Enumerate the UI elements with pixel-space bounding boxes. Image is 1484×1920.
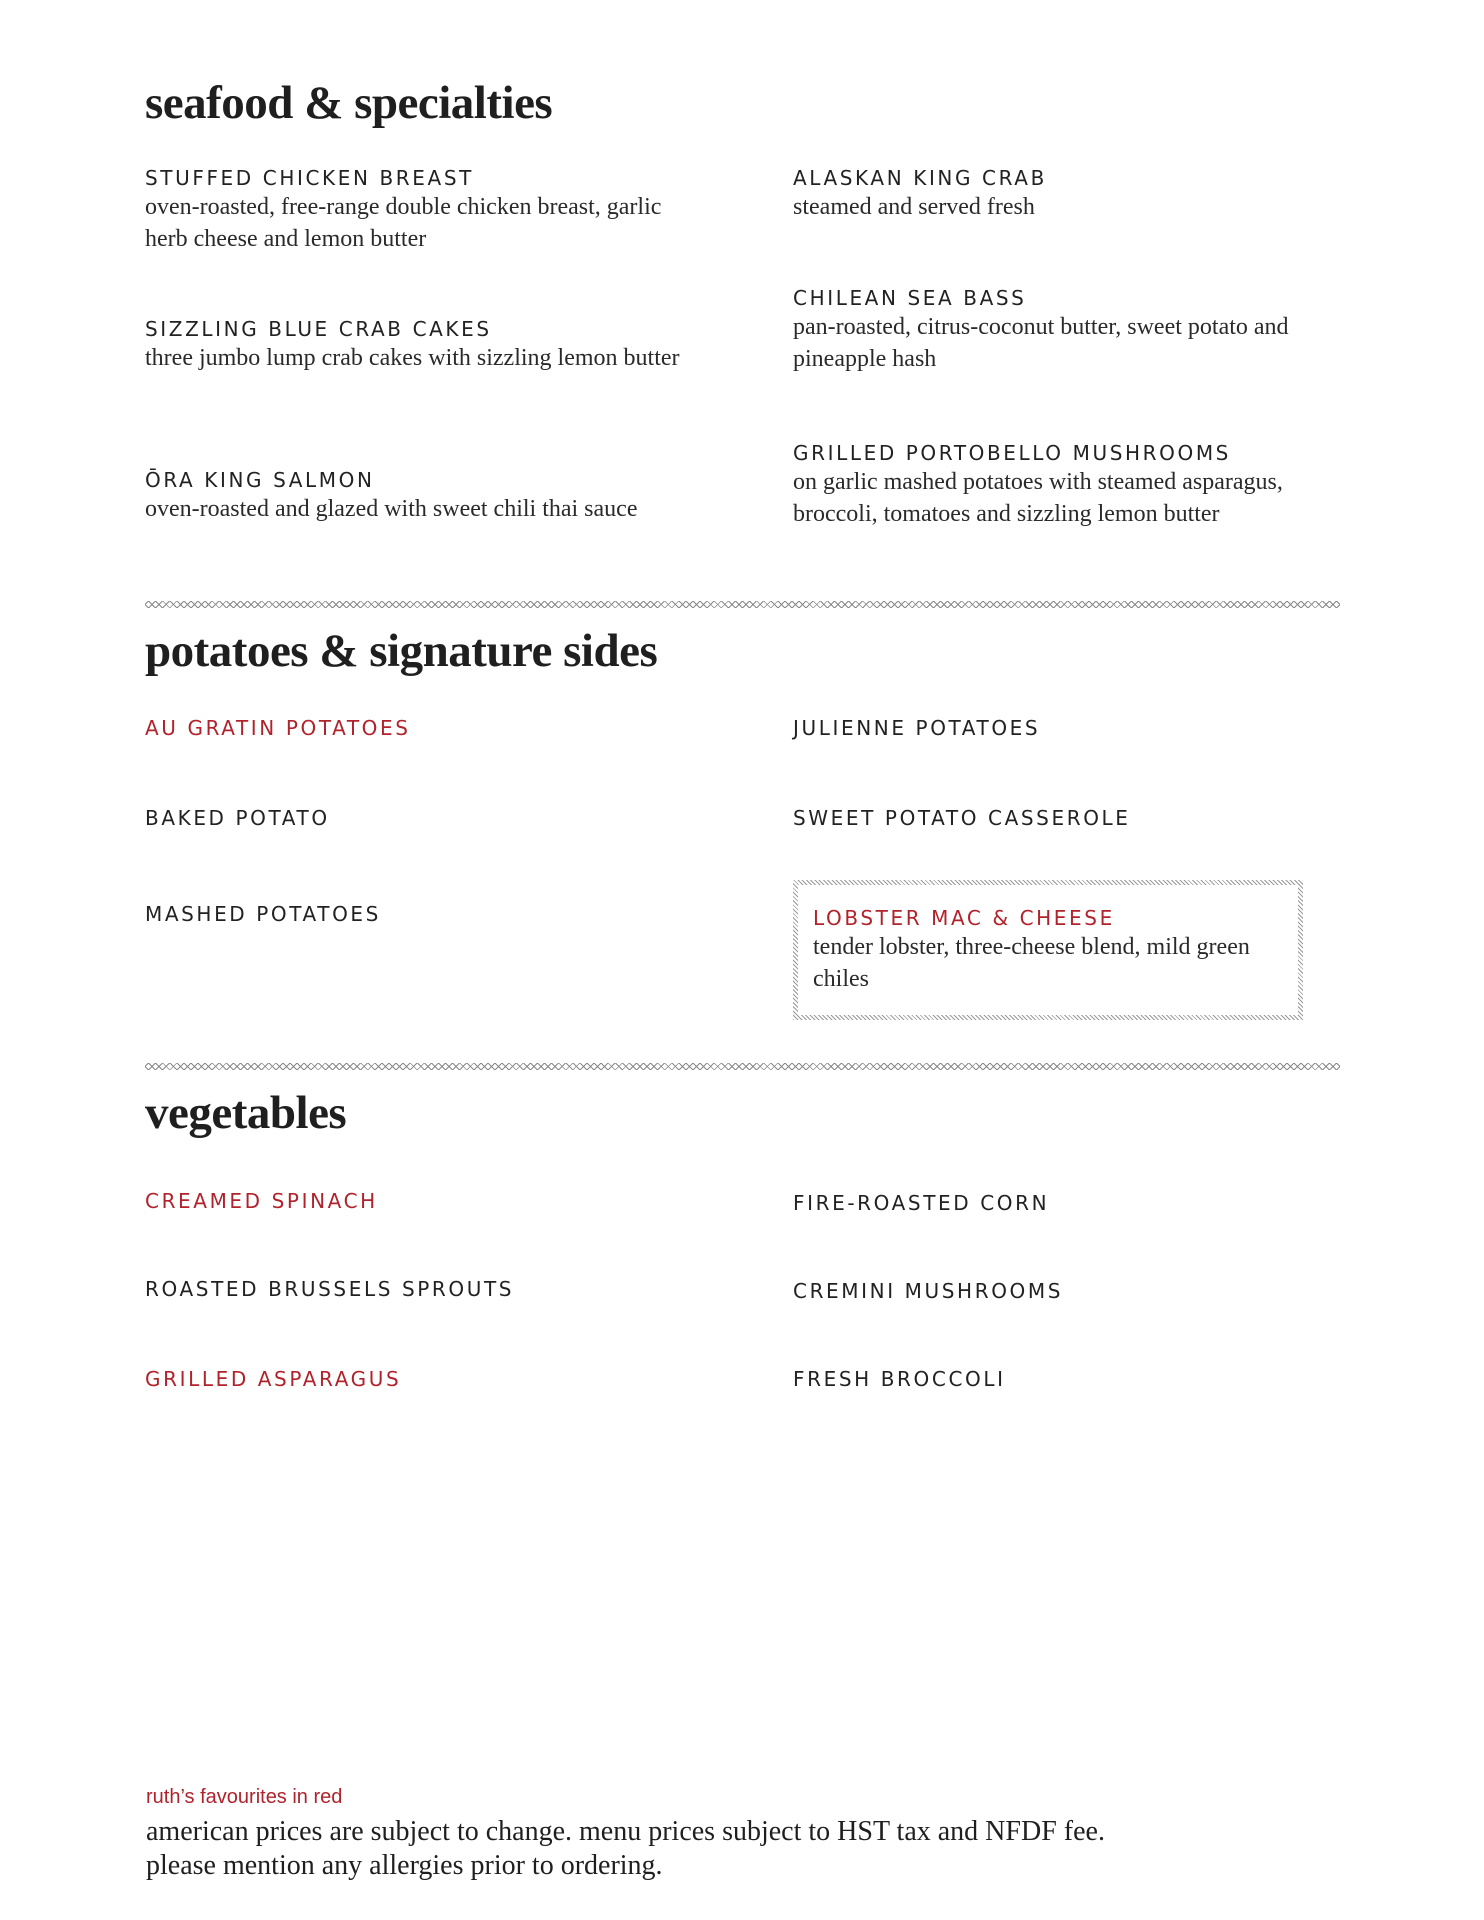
menu-item-au-gratin-potatoes [145, 715, 705, 741]
featured-item-box [793, 880, 1303, 1020]
disclaimer-line: please mention any allergies prior to ordering. [146, 1850, 663, 1881]
menu-item-stuffed-chicken-breast [145, 165, 705, 255]
menu-item-lobster-mac-and-cheese [813, 905, 1283, 995]
menu-item-sizzling-blue-crab-cakes [145, 316, 705, 374]
footer-disclaimer [146, 1815, 1346, 1883]
item-name: JULIENNE POTATOES [793, 716, 1041, 740]
item-name: SWEET POTATO CASSEROLE [793, 806, 1131, 830]
item-name: ROASTED BRUSSELS SPROUTS [145, 1277, 515, 1301]
menu-item-fresh-broccoli [793, 1366, 1353, 1392]
item-name: SIZZLING BLUE CRAB CAKES [145, 317, 492, 341]
menu-item-sweet-potato-casserole [793, 805, 1353, 831]
item-name: MASHED POTATOES [145, 902, 381, 926]
menu-item-cremini-mushrooms [793, 1278, 1353, 1304]
item-description: on garlic mashed potatoes with steamed asparagus, broccoli, tomatoes and sizzling lemon butter [793, 469, 1283, 527]
section-divider [145, 601, 1340, 608]
menu-item-creamed-spinach [145, 1188, 705, 1214]
menu-item-mashed-potatoes [145, 901, 705, 927]
item-description: tender lobster, three-cheese blend, mild green chiles [813, 934, 1250, 992]
item-name: STUFFED CHICKEN BREAST [145, 166, 474, 190]
menu-item-roasted-brussels-sprouts [145, 1276, 705, 1302]
item-name: CREAMED SPINACH [145, 1189, 378, 1213]
item-description: oven-roasted, free-range double chicken breast, garlic herb cheese and lemon butter [145, 194, 662, 252]
item-description: steamed and served fresh [793, 194, 1035, 220]
item-name: GRILLED ASPARAGUS [145, 1367, 402, 1391]
favourites-note: ruth’s favourites in red [146, 1786, 343, 1808]
item-name: CHILEAN SEA BASS [793, 286, 1027, 310]
item-name: CREMINI MUSHROOMS [793, 1279, 1064, 1303]
item-name: FIRE-ROASTED CORN [793, 1191, 1050, 1215]
menu-item-baked-potato [145, 805, 705, 831]
disclaimer-line: american prices are subject to change. menu prices subject to HST tax and NFDF fee. [146, 1816, 1105, 1847]
item-name: ALASKAN KING CRAB [793, 166, 1047, 190]
item-name: LOBSTER MAC & CHEESE [813, 906, 1115, 930]
item-name: FRESH BROCCOLI [793, 1367, 1006, 1391]
menu-item-fire-roasted-corn [793, 1190, 1353, 1216]
menu-item-ora-king-salmon [145, 467, 705, 525]
item-description: oven-roasted and glazed with sweet chili thai sauce [145, 496, 638, 522]
section-title-vegetables: vegetables [145, 1087, 347, 1139]
menu-item-grilled-asparagus [145, 1366, 705, 1392]
item-description: pan-roasted, citrus-coconut butter, sweet potato and pineapple hash [793, 314, 1289, 372]
item-name: BAKED POTATO [145, 806, 330, 830]
section-divider [145, 1063, 1340, 1070]
item-name: ŌRA KING SALMON [145, 468, 375, 492]
menu-item-julienne-potatoes [793, 715, 1353, 741]
menu-item-alaskan-king-crab [793, 165, 1353, 223]
item-name: GRILLED PORTOBELLO MUSHROOMS [793, 441, 1231, 465]
item-description: three jumbo lump crab cakes with sizzling lemon butter [145, 345, 680, 371]
section-title-seafood: seafood & specialties [145, 77, 553, 129]
menu-item-chilean-sea-bass [793, 285, 1353, 375]
menu-item-grilled-portobello-mushrooms [793, 440, 1353, 530]
item-name: AU GRATIN POTATOES [145, 716, 411, 740]
section-title-potatoes: potatoes & signature sides [145, 625, 658, 677]
